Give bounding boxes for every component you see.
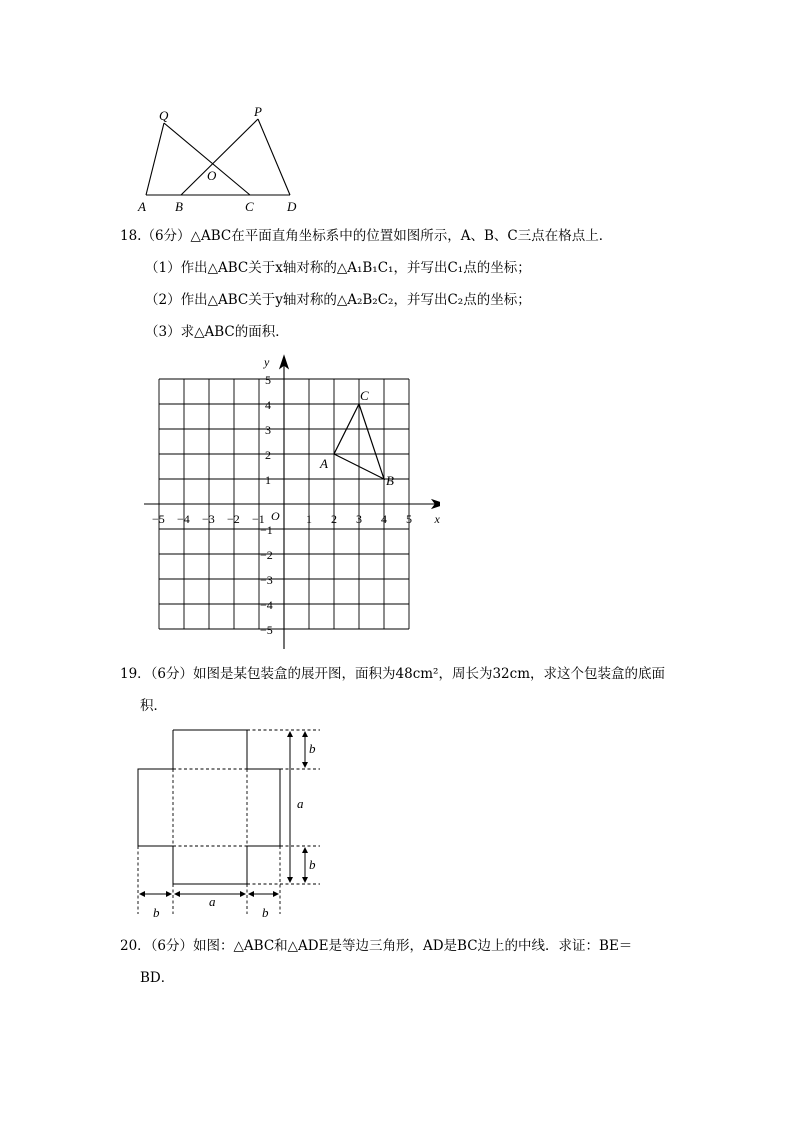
- y-tick-label: 5: [265, 373, 271, 387]
- x-tick-label: 5: [406, 512, 412, 526]
- x-tick-label: −3: [202, 512, 215, 526]
- label-o: O: [207, 168, 217, 183]
- q18-part1: （1）作出△ABC关于x轴对称的△A₁B₁C₁，并写出C₁点的坐标；: [145, 260, 531, 276]
- segment-pd: [258, 119, 290, 195]
- label-b: B: [175, 199, 183, 214]
- x-tick-label: −4: [177, 512, 190, 526]
- x-axis-label: x: [434, 512, 440, 526]
- x-tick-label: 4: [381, 512, 387, 526]
- q20-text-line1: 20．（6分）如图：△ABC和△ADE是等边三角形，AD是BC边上的中线．求证：BE＝: [120, 938, 633, 954]
- label-b-top: b: [309, 741, 316, 756]
- q20-text-line2: BD．: [140, 970, 175, 986]
- x-tick-label: 2: [331, 512, 337, 526]
- x-tick-label: 1: [306, 512, 312, 526]
- figure-box-net: [130, 722, 330, 922]
- label-b-right: b: [262, 905, 269, 920]
- y-tick-label: −3: [260, 573, 273, 587]
- figure-triangles-qp: [130, 100, 310, 215]
- y-tick-label: 3: [265, 423, 271, 437]
- y-tick-label: −4: [260, 598, 273, 612]
- label-a-vertical: a: [297, 796, 304, 811]
- x-tick-label: 3: [356, 512, 362, 526]
- y-axis-label: y: [264, 355, 270, 369]
- q18-part3: （3）求△ABC的面积．: [145, 324, 289, 340]
- label-b-left: b: [153, 905, 160, 920]
- y-tick-label: −1: [260, 523, 273, 537]
- y-tick-label: 4: [265, 398, 271, 412]
- x-tick-label: −2: [227, 512, 240, 526]
- segment-qc: [164, 123, 250, 195]
- y-tick-label: 1: [265, 473, 271, 487]
- origin-label: O: [271, 509, 280, 523]
- q19-text-line2: 积．: [140, 698, 167, 714]
- q18-part2: （2）作出△ABC关于y轴对称的△A₂B₂C₂，并写出C₂点的坐标；: [145, 292, 531, 308]
- label-c: C: [245, 199, 254, 214]
- label-a-horizontal: a: [209, 894, 216, 909]
- x-tick-label: −1: [252, 512, 265, 526]
- vertex-label-c: C: [360, 388, 369, 403]
- q18-stem: 18.（6分）△ABC在平面直角坐标系中的位置如图所示，A、B、C三点在格点上．: [120, 228, 613, 244]
- x-tick-label: −5: [152, 512, 165, 526]
- y-tick-label: −2: [260, 548, 273, 562]
- coordinate-grid: [130, 350, 440, 655]
- label-d: D: [287, 199, 297, 214]
- y-tick-label: −5: [260, 623, 273, 637]
- label-p: P: [254, 104, 262, 119]
- net-outline: [138, 730, 280, 884]
- segment-aq: [146, 123, 164, 195]
- label-a: A: [138, 199, 146, 214]
- vertex-label-b: B: [386, 473, 394, 488]
- segment-bp: [181, 119, 258, 195]
- vertex-label-a: A: [320, 456, 328, 471]
- label-q: Q: [159, 108, 169, 123]
- label-b-bottom: b: [309, 857, 316, 872]
- y-tick-label: 2: [265, 448, 271, 462]
- q19-text-line1: 19．（6分）如图是某包装盒的展开图，面积为48cm²，周长为32cm，求这个包装盒的底面: [120, 666, 666, 682]
